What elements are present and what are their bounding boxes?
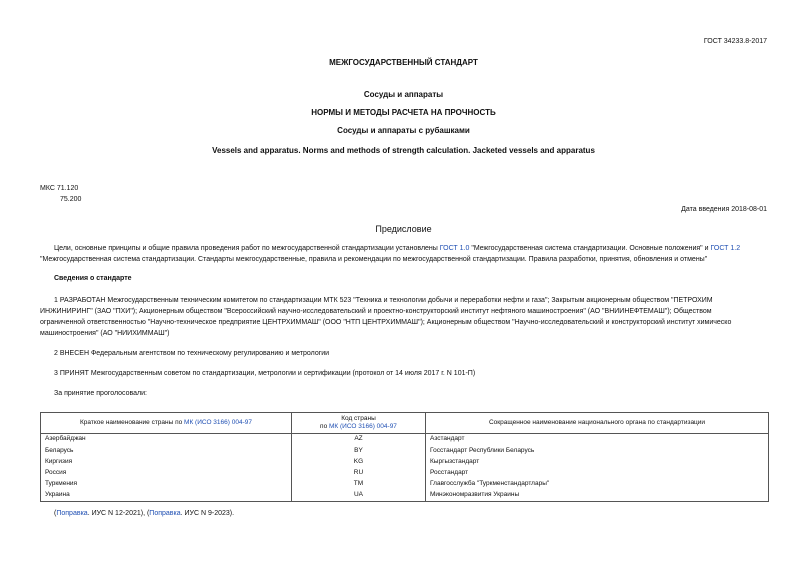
- title-line-3: Сосуды и аппараты с рубашками: [337, 126, 470, 135]
- standard-kind: МЕЖГОСУДАРСТВЕННЫЙ СТАНДАРТ: [329, 58, 478, 67]
- table-row: [41, 479, 769, 490]
- foreword-p1-text-a: Цели, основные принципы и общие правила проведения работ по межгосударственной стандартизации установлены: [54, 245, 440, 252]
- foreword-paragraph-1-line-2: "Межгосударственная система стандартизации. Стандарты межгосударственные, правила и рекомендации по межгосударственной стандартизации. Правила разработки, принятия, обновления и отмены": [40, 256, 708, 263]
- item-2: 2 ВНЕСЕН Федеральным агентством по техническому регулированию и метрологии: [54, 350, 330, 357]
- introduction-date: Дата введения 2018-08-01: [681, 206, 767, 213]
- amendments-note: (Поправка. ИУС N 12-2021), (Поправка. ИУС N 9-2023).: [54, 510, 235, 517]
- foreword-heading: Предисловие: [375, 224, 432, 234]
- amendment-link-1[interactable]: Поправка: [56, 510, 88, 517]
- cell-code: BY: [292, 445, 426, 456]
- item-3: 3 ПРИНЯТ Межгосударственным советом по стандартизации, метрологии и сертификации (протокол от 14 июля 2017 г. N 101-П): [54, 370, 476, 377]
- link-mk-iso-3166-header-1[interactable]: МК (ИСО 3166) 004-97: [184, 418, 252, 426]
- cell-code: AZ: [292, 434, 426, 446]
- cell-standards-body: Минэкономразвития Украины: [426, 490, 769, 502]
- cell-country: Туркмения: [41, 479, 292, 490]
- header-standards-body: Сокращенное наименование национального органа по стандартизации: [426, 413, 769, 434]
- cell-standards-body: Азстандарт: [426, 434, 769, 446]
- table-row: [41, 445, 769, 456]
- cell-country: Украина: [41, 490, 292, 502]
- cell-country: Россия: [41, 468, 292, 479]
- foreword-paragraph-1: [40, 244, 772, 255]
- title-line-1: Сосуды и аппараты: [363, 90, 444, 99]
- table-header-row: [41, 413, 769, 434]
- document-code: ГОСТ 34233.8-2017: [703, 38, 767, 45]
- cell-standards-body: Кыргызстандарт: [426, 456, 769, 467]
- cell-country: Беларусь: [41, 445, 292, 456]
- mks-code-2: 75.200: [60, 196, 82, 203]
- cell-code: TM: [292, 479, 426, 490]
- item-1-line-3: ограниченной ответственностью "Научно-техническое предприятие ЦЕНТРХИММАШ" (ООО "НТП ЦЕНТРХИММАШ"); Акционерным обществом "Научно-исследовательский и конструкторский институт химическо: [40, 319, 732, 326]
- cell-standards-body: Главгосслужба "Туркменстандартлары": [426, 479, 769, 490]
- cell-code: RU: [292, 468, 426, 479]
- cell-standards-body: Росстандарт: [426, 468, 769, 479]
- cell-code: UA: [292, 490, 426, 502]
- title-english: Vessels and apparatus. Norms and methods of strength calculation. Jacketed vessels and apparatus: [212, 146, 595, 155]
- cell-code: KG: [292, 456, 426, 467]
- link-gost-1-2[interactable]: ГОСТ 1.2: [710, 245, 741, 252]
- standard-info-heading: Сведения о стандарте: [54, 275, 132, 282]
- header-country: Краткое наименование страны по МК (ИСО 3166) 004-97: [41, 413, 292, 434]
- item-1-line-1: 1 РАЗРАБОТАН Межгосударственным техническим комитетом по стандартизации МТК 523 "Техника и технологии добычи и переработки нефти и газа"; Закрытым акционерным обществом "ПЕТРОХИМ: [54, 297, 713, 304]
- header-code: Код страны по МК (ИСО 3166) 004-97: [292, 413, 426, 434]
- cell-country: Азербайджан: [41, 434, 292, 446]
- cell-country: Киргизия: [41, 456, 292, 467]
- link-gost-1-0[interactable]: ГОСТ 1.0: [439, 245, 470, 252]
- table-row: [41, 468, 769, 479]
- item-1-line-4: машиностроения" (АО "НИИХИММАШ"): [40, 330, 170, 337]
- item-1-line-2: ИНЖИНИРИНГ" (ЗАО "ПХИ"); Акционерным обществом "Всероссийский научно-исследовательский и проектно-конструкторский институт нефтяного машиностроения" (АО "ВНИИНЕФТЕМАШ"); Обществом: [40, 308, 712, 315]
- table-row: [41, 434, 769, 446]
- link-mk-iso-3166-header-2[interactable]: МК (ИСО 3166) 004-97: [329, 423, 397, 430]
- cell-standards-body: Госстандарт Республики Беларусь: [426, 445, 769, 456]
- title-line-2: НОРМЫ И МЕТОДЫ РАСЧЕТА НА ПРОЧНОСТЬ: [311, 108, 496, 117]
- foreword-p1-text-b: "Межгосударственная система стандартизации. Основные положения" и: [469, 245, 711, 252]
- voting-countries-table: [40, 412, 769, 502]
- amendment-link-2[interactable]: Поправка: [149, 510, 181, 517]
- mks-code-1: МКС 71.120: [40, 185, 79, 192]
- voted-label: За принятие проголосовали:: [54, 390, 147, 397]
- table-row: [41, 490, 769, 502]
- table-row: [41, 456, 769, 467]
